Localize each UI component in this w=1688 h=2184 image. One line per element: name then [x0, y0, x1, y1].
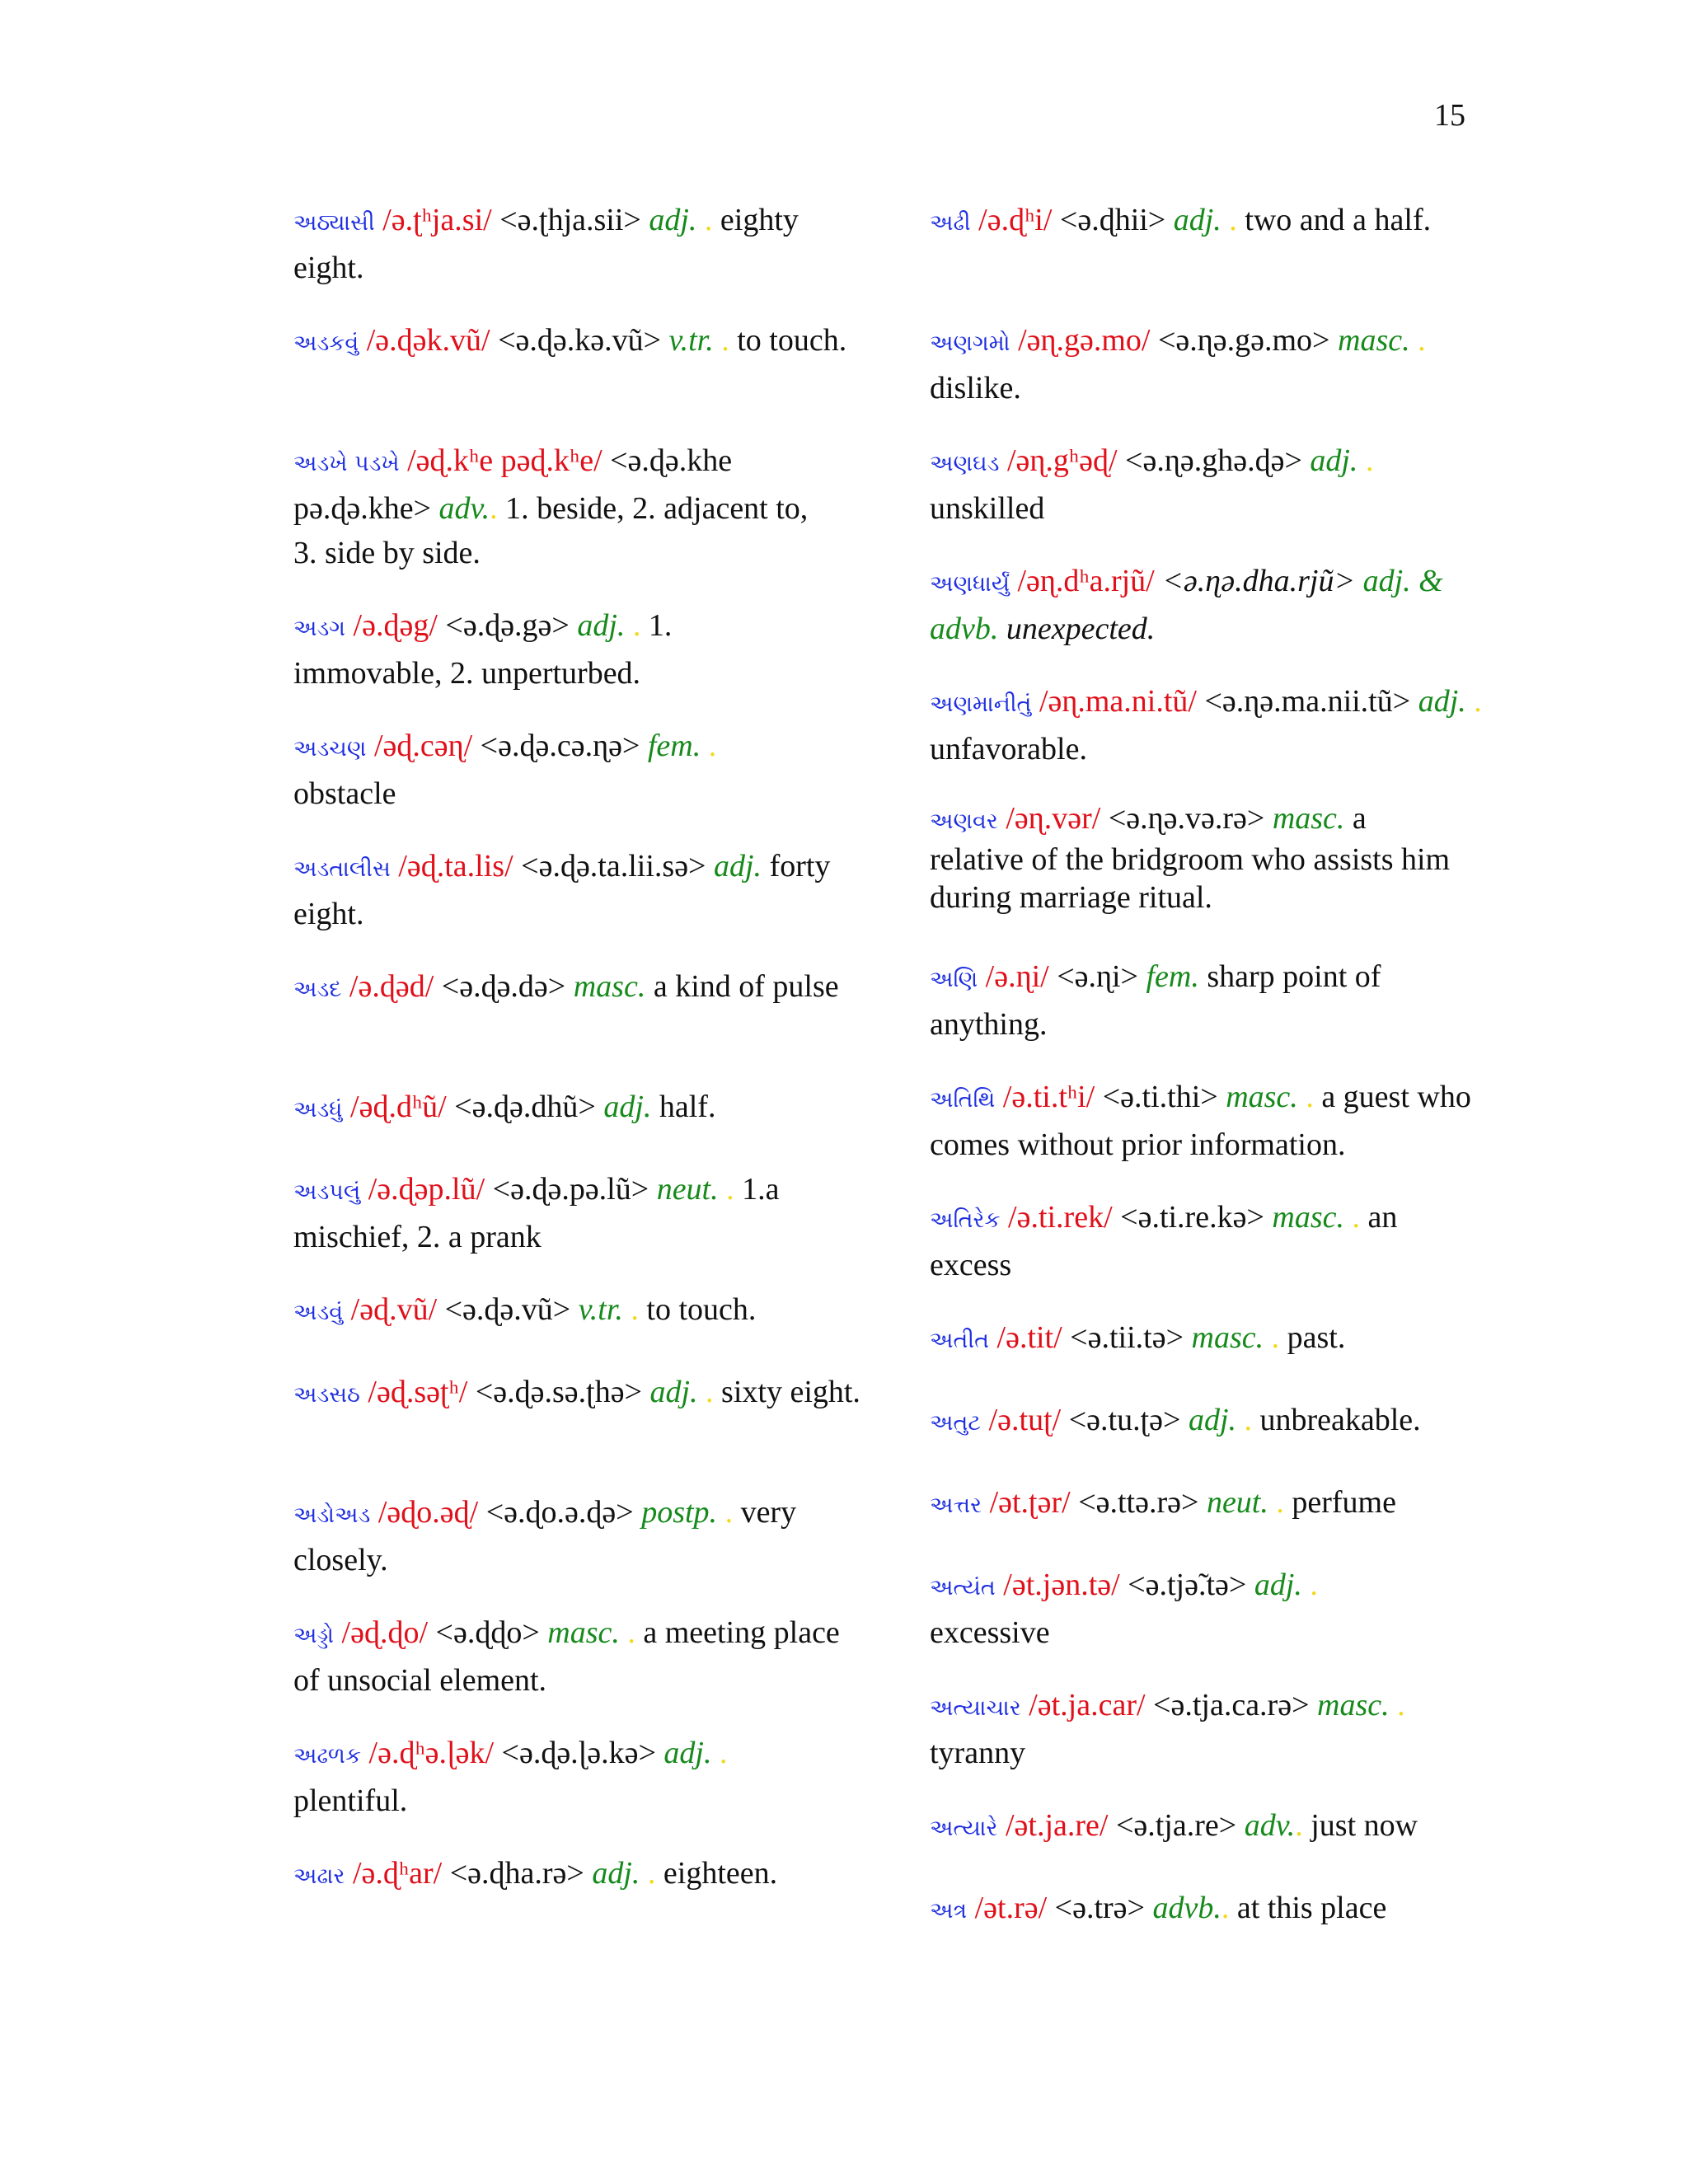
entry-attar: અત્તર /ət.ʈər/ <ə.ttə.rə> neut. . perfume [930, 1485, 1396, 1520]
ipa: /ə.ɖʰi/ [978, 203, 1053, 237]
gloss: plentiful. [293, 1783, 408, 1818]
gloss: a meeting place of unsocial element. [293, 1615, 840, 1698]
ipa: /ə.ʈʰja.si/ [382, 203, 492, 237]
headword: અડોઅડ [293, 1502, 371, 1528]
part-of-speech: postp. [641, 1495, 718, 1530]
headword: અતુટ [930, 1410, 982, 1436]
gloss: sharp point of anything. [930, 959, 1381, 1042]
gloss: just now [1311, 1808, 1418, 1843]
part-of-speech: masc. [1191, 1320, 1264, 1355]
transliteration: <ə.ɖə.vũ> [444, 1292, 571, 1327]
ipa: /əɖ.ta.lis/ [398, 849, 513, 883]
ipa: /ə.ɖək.vũ/ [366, 323, 490, 358]
transliteration: <ə.ɖə.dhũ> [454, 1090, 596, 1124]
gloss: to touch. [737, 323, 847, 358]
entry-adaplu: અડપલું /ə.ɖəp.lũ/ <ə.ɖə.pə.lũ> neut. . 1.a mischief, 2. a prank [293, 1172, 780, 1254]
transliteration: <ə.ɖə.ɭə.kə> [501, 1736, 656, 1770]
part-of-speech: fem. [647, 729, 701, 763]
entry-adhalak: અઢળક /ə.ɖʰə.ɭək/ <ə.ɖə.ɭə.kə> adj. . plentiful. [293, 1736, 728, 1818]
headword: અડધું [293, 1097, 343, 1122]
ipa: /ət.ja.re/ [1005, 1808, 1109, 1843]
part-of-speech: adj. [1173, 203, 1221, 237]
headword: અડ્ડો [293, 1623, 335, 1648]
part-of-speech: adj. & advb. [930, 564, 1443, 646]
entry-adakvu: અડકવું /ə.ɖək.vũ/ <ə.ɖə.kə.vũ> v.tr. . to touch. [293, 323, 847, 358]
gloss: unbreakable. [1259, 1403, 1421, 1437]
transliteration: <ə.ɖə.kə.vũ> [498, 323, 662, 358]
entry-advu: અડવું /əɖ.vũ/ <ə.ɖə.vũ> v.tr. . to touch. [293, 1292, 757, 1327]
entry-ani [930, 954, 1457, 1047]
transliteration: <ə.ɖha.rə> [449, 1856, 584, 1891]
transliteration: <ə.ɳə.ghə.ɖə> [1125, 443, 1302, 478]
entry-andharyu [930, 559, 1507, 651]
ipa: /əɳ.gə.mo/ [1018, 323, 1151, 358]
transliteration: <ə.ʈhja.sii> [499, 203, 641, 237]
transliteration: <ə.tjə̃.tə> [1128, 1568, 1247, 1602]
part-of-speech: advb. [1152, 1891, 1221, 1925]
entry-adhi: અઢી /ə.ɖʰi/ <ə.ɖhii> adj. . two and a half. [930, 203, 1432, 237]
headword: અડવું [293, 1300, 344, 1325]
headword: અણમાનીતું [930, 691, 1032, 717]
gloss: unexpected. [1006, 612, 1156, 646]
headword: અડદ [293, 977, 342, 1002]
part-of-speech: masc. [1338, 323, 1410, 358]
ipa: /əɖ.ɖo/ [341, 1615, 429, 1650]
transliteration: <ə.ɖhii> [1059, 203, 1166, 237]
headword: અતિથિ [930, 1087, 996, 1113]
entry-anvar [930, 799, 1465, 916]
part-of-speech: adj. [577, 608, 626, 643]
entry-atit: અતીત /ə.tit/ <ə.tii.tə> masc. . past. [930, 1320, 1346, 1355]
gloss: perfume [1292, 1485, 1396, 1520]
transliteration: <ə.ɳi> [1057, 959, 1138, 994]
entry-atirek: અતિરેક /ə.ti.rek/ <ə.ti.re.kə> masc. . an excess [930, 1200, 1398, 1282]
headword: અણઘડ [930, 451, 1000, 476]
ipa: /ə.tit/ [996, 1320, 1062, 1355]
part-of-speech: v.tr. [578, 1292, 623, 1327]
page-number: 15 [1434, 98, 1465, 133]
entry-adad [293, 964, 870, 1012]
headword: અણગમો [930, 330, 1010, 356]
entry-atut: અતુટ /ə.tuʈ/ <ə.tu.ʈə> adj. . unbreakable. [930, 1403, 1421, 1437]
ipa: /əɖo.əɖ/ [377, 1495, 479, 1530]
transliteration: <ə.ɖo.ə.ɖə> [485, 1495, 634, 1530]
transliteration: <ə.ɖə.ta.lii.sə> [521, 849, 706, 883]
gloss: very closely. [293, 1495, 797, 1577]
ipa: /əɳ.dʰa.rjũ/ [1017, 564, 1155, 598]
headword: અતીત [930, 1328, 990, 1353]
transliteration: <ə.ti.re.kə> [1120, 1200, 1264, 1235]
transliteration: <ə.tii.tə> [1070, 1320, 1184, 1355]
gloss: unskilled [930, 491, 1045, 526]
transliteration: <ə.ɳə.gə.mo> [1157, 323, 1330, 358]
ipa: /əɖ.cəɳ/ [373, 729, 473, 763]
ipa: /ə.tuʈ/ [988, 1403, 1062, 1437]
entry-adhar: અઢાર /ə.ɖʰar/ <ə.ɖha.rə> adj. . eighteen. [293, 1856, 778, 1891]
gloss: 1.a mischief, 2. a prank [293, 1172, 780, 1254]
part-of-speech: adj. [663, 1736, 712, 1770]
gloss: obstacle [293, 776, 396, 811]
part-of-speech: masc. [1272, 801, 1345, 836]
part-of-speech: adj. [1254, 1568, 1302, 1602]
ipa: /ət.ʈər/ [989, 1485, 1071, 1520]
gloss: sixty eight. [721, 1375, 860, 1409]
part-of-speech: adj. [649, 1375, 698, 1409]
headword: અડકવું [293, 330, 359, 356]
headword: અઢી [930, 210, 971, 236]
ipa: /əɖ.vũ/ [350, 1292, 438, 1327]
ipa: /əɳ.vər/ [1006, 801, 1101, 836]
part-of-speech: adj. [1310, 443, 1358, 478]
part-of-speech: masc. [1272, 1200, 1344, 1235]
headword: અણિ [930, 967, 978, 992]
headword: અતિરેક [930, 1207, 1001, 1233]
ipa: /ət.ja.car/ [1029, 1688, 1146, 1722]
headword: અડખે પડખે [293, 451, 400, 476]
ipa: /əɳ.ma.ni.tũ/ [1039, 684, 1197, 719]
transliteration: <ə.ti.thi> [1102, 1080, 1218, 1114]
headword: અડચણ [293, 736, 367, 762]
ipa: /ə.ɖʰə.ɭək/ [368, 1736, 495, 1770]
gloss: half. [659, 1090, 716, 1124]
gloss: dislike. [930, 371, 1021, 405]
part-of-speech: masc. [1226, 1080, 1298, 1114]
ipa: /əɳ.gʰəɖ/ [1006, 443, 1118, 478]
gloss: 1. immovable, 2. unperturbed. [293, 608, 673, 691]
entry-atyachar: અત્યાચાર /ət.ja.car/ <ə.tja.ca.rə> masc. . tyranny [930, 1688, 1405, 1770]
gloss: two and a half. [1245, 203, 1432, 237]
transliteration: <ə.ɖə.gə> [445, 608, 570, 643]
entry-adkhe-padkhe: અડખે પડખે /əɖ.kʰe pəɖ.kʰe/ <ə.ɖə.khe pə.ɖə.khe> adv.. 1. beside, 2. adjacent to, 3. side by side. [293, 443, 809, 570]
headword: અણધાર્યું [930, 571, 1010, 597]
gloss: a guest who comes without prior information. [930, 1080, 1471, 1162]
transliteration: <ə.tja.re> [1115, 1808, 1237, 1843]
gloss: a relative of the bridgroom who assists him during marriage ritual. [930, 801, 1451, 915]
gloss: forty eight. [293, 849, 831, 931]
ipa: /ə.ɖəp.lũ/ [368, 1172, 485, 1207]
part-of-speech: adj. [1418, 684, 1466, 719]
ipa: /ə.ɖəd/ [349, 969, 434, 1004]
transliteration: <ə.ɖə.də> [441, 969, 566, 1004]
gloss: past. [1287, 1320, 1346, 1355]
gloss: an excess [930, 1200, 1398, 1282]
part-of-speech: neut. [656, 1172, 719, 1207]
part-of-speech: fem. [1146, 959, 1199, 994]
transliteration: <ə.ɳə.və.rə> [1108, 801, 1265, 836]
entry-adchan: અડચણ /əɖ.cəɳ/ <ə.ɖə.cə.ɳə> fem. . obstacle [293, 729, 717, 811]
entry-adtalis [293, 844, 870, 936]
gloss: to touch. [646, 1292, 757, 1327]
headword: અડપલું [293, 1179, 361, 1205]
entry-atyant: અત્યંત /ət.jən.tə/ <ə.tjə̃.tə> adj. . excessive [930, 1568, 1318, 1650]
ipa: /əɖ.səʈʰ/ [368, 1375, 468, 1409]
gloss: unfavorable. [930, 732, 1087, 766]
entry-atra: અત્ર /ət.rə/ <ə.trə> advb.. at this place [930, 1891, 1387, 1925]
ipa: /ət.jən.tə/ [1003, 1568, 1120, 1602]
transliteration: <ə.ɳə.dha.rjũ> [1162, 564, 1356, 598]
headword: અડગ [293, 616, 346, 641]
ipa: /əɖ.kʰe pəɖ.kʰe/ [407, 443, 603, 478]
transliteration: <ə.ɖə.khe pə.ɖə.khe> [293, 443, 733, 526]
ipa: /ə.ti.rek/ [1008, 1200, 1113, 1235]
ipa: /ə.ɖʰar/ [352, 1856, 443, 1891]
transliteration: <ə.ttə.rə> [1078, 1485, 1199, 1520]
gloss: a kind of pulse [653, 969, 839, 1004]
transliteration: <ə.ɳə.ma.nii.tũ> [1204, 684, 1411, 719]
transliteration: <ə.ɖɖo> [435, 1615, 540, 1650]
entry-anmanitu: અણમાનીતું /əɳ.ma.ni.tũ/ <ə.ɳə.ma.nii.tũ> adj. . unfavorable. [930, 684, 1482, 766]
headword: અત્યંત [930, 1575, 996, 1601]
part-of-speech: v.tr. [668, 323, 714, 358]
part-of-speech: adj. [592, 1856, 640, 1891]
part-of-speech: adv. [1244, 1808, 1296, 1843]
transliteration: <ə.ɖə.pə.lũ> [492, 1172, 649, 1207]
part-of-speech: neut. [1206, 1485, 1268, 1520]
gloss: eighteen. [663, 1856, 778, 1891]
entry-atthyasi: અઠ્યાસી /ə.ʈʰja.si/ <ə.ʈhja.sii> adj. . eighty eight. [293, 203, 799, 285]
part-of-speech: adj. [1188, 1403, 1236, 1437]
transliteration: <ə.tja.ca.rə> [1153, 1688, 1310, 1722]
ipa: /əɖ.dʰũ/ [350, 1090, 447, 1124]
ipa: /ə.ti.tʰi/ [1002, 1080, 1095, 1114]
part-of-speech: adj. [649, 203, 697, 237]
part-of-speech: masc. [1317, 1688, 1390, 1722]
transliteration: <ə.ɖə.sə.ʈhə> [475, 1375, 642, 1409]
entry-addo: અડ્ડો /əɖ.ɖo/ <ə.ɖɖo> masc. . a meeting place of unsocial element. [293, 1615, 840, 1698]
headword: અત્યારે [930, 1816, 998, 1841]
entry-atithi: અતિથિ /ə.ti.tʰi/ <ə.ti.thi> masc. . a guest who comes without prior information. [930, 1080, 1471, 1162]
entry-addhu [293, 1085, 870, 1132]
entry-atyare: અત્યારે /ət.ja.re/ <ə.tja.re> adv.. just now [930, 1808, 1418, 1843]
gloss: 1. beside, 2. adjacent to, 3. side by side. [293, 491, 809, 570]
headword: અઠ્યાસી [293, 210, 375, 236]
entry-anghad: અણઘડ /əɳ.gʰəɖ/ <ə.ɳə.ghə.ɖə> adj. . unskilled [930, 443, 1374, 526]
part-of-speech: adj. [714, 849, 762, 883]
part-of-speech: masc. [573, 969, 646, 1004]
ipa: /ət.rə/ [974, 1891, 1048, 1925]
headword: અઢળક [293, 1743, 362, 1769]
ipa: /ə.ɳi/ [985, 959, 1049, 994]
headword: અડતાલીસ [293, 856, 391, 882]
gloss: eighty eight. [293, 203, 799, 285]
headword: અણવર [930, 808, 998, 834]
gloss: tyranny [930, 1736, 1026, 1770]
entry-adoad: અડોઅડ /əɖo.əɖ/ <ə.ɖo.ə.ɖə> postp. . very closely. [293, 1495, 797, 1577]
entry-adsath: અડસઠ /əɖ.səʈʰ/ <ə.ɖə.sə.ʈhə> adj. . sixty eight. [293, 1375, 860, 1409]
ipa: /ə.ɖəg/ [353, 608, 438, 643]
part-of-speech: masc. [547, 1615, 620, 1650]
headword: અત્ર [930, 1898, 968, 1924]
gloss: excessive [930, 1615, 1050, 1650]
headword: અત્યાચાર [930, 1695, 1021, 1721]
transliteration: <ə.trə> [1054, 1891, 1145, 1925]
transliteration: <ə.ɖə.cə.ɳə> [480, 729, 640, 763]
headword: અત્તર [930, 1493, 982, 1518]
gloss: at this place [1236, 1891, 1387, 1925]
headword: અઢાર [293, 1863, 345, 1889]
part-of-speech: adj. [603, 1090, 652, 1124]
entry-angamo: અણગમો /əɳ.gə.mo/ <ə.ɳə.gə.mo> masc. . dislike. [930, 323, 1426, 405]
part-of-speech: adv. [438, 491, 490, 526]
transliteration: <ə.tu.ʈə> [1068, 1403, 1181, 1437]
entry-adag: અડગ /ə.ɖəg/ <ə.ɖə.gə> adj. . 1. immovable, 2. unperturbed. [293, 608, 673, 691]
headword: અડસઠ [293, 1382, 360, 1408]
